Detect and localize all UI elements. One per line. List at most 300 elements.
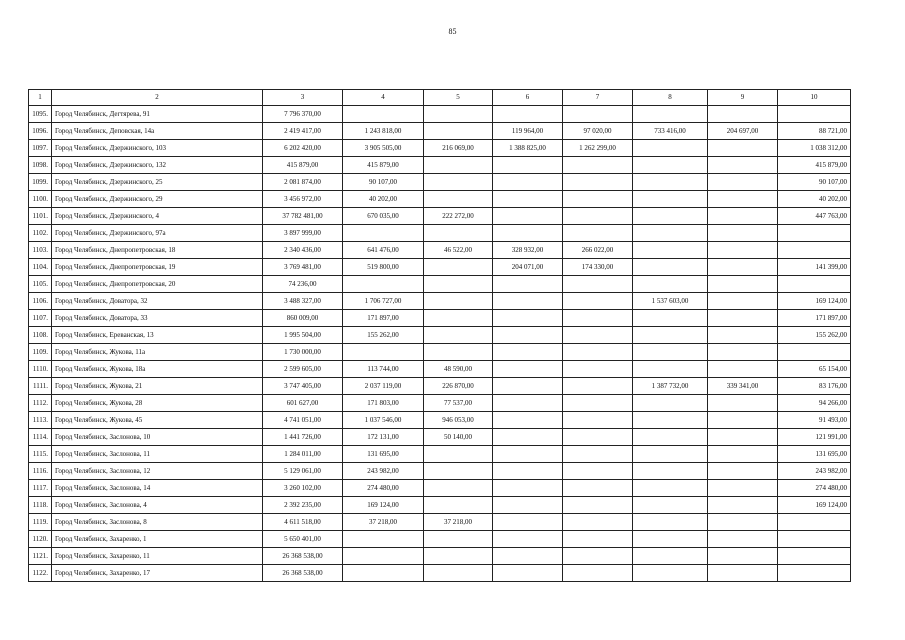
cell-col-6-value bbox=[493, 429, 563, 446]
cell-col-3-value: 2 081 874,00 bbox=[263, 174, 343, 191]
cell-col-4-value bbox=[343, 565, 424, 582]
cell-col-10-value bbox=[778, 514, 851, 531]
cell-col-4-value bbox=[343, 106, 424, 123]
table-row bbox=[29, 514, 851, 531]
column-header-1: 1 bbox=[29, 90, 52, 106]
cell-row-number: 1101. bbox=[29, 208, 52, 225]
cell-col-6-value bbox=[493, 327, 563, 344]
cell-row-number: 1104. bbox=[29, 259, 52, 276]
cell-row-number: 1122. bbox=[29, 565, 52, 582]
table-row bbox=[29, 395, 851, 412]
cell-col-7-value bbox=[563, 293, 633, 310]
cell-col-5-value: 946 053,00 bbox=[424, 412, 493, 429]
cell-col-8-value bbox=[633, 480, 708, 497]
cell-col-6-value bbox=[493, 157, 563, 174]
cell-col-7-value bbox=[563, 531, 633, 548]
cell-col-5-value: 222 272,00 bbox=[424, 208, 493, 225]
table-row bbox=[29, 259, 851, 276]
cell-col-5-value bbox=[424, 446, 493, 463]
cell-col-4-value: 274 480,00 bbox=[343, 480, 424, 497]
table-row bbox=[29, 412, 851, 429]
cell-col-10-value: 155 262,00 bbox=[778, 327, 851, 344]
cell-col-4-value: 155 262,00 bbox=[343, 327, 424, 344]
cell-address: Город Челябинск, Дзержинского, 29 bbox=[52, 191, 263, 208]
cell-col-3-value: 1 995 504,00 bbox=[263, 327, 343, 344]
table-row bbox=[29, 497, 851, 514]
cell-col-3-value: 26 368 538,00 bbox=[263, 565, 343, 582]
cell-col-3-value: 5 129 061,00 bbox=[263, 463, 343, 480]
cell-col-10-value bbox=[778, 548, 851, 565]
cell-row-number: 1114. bbox=[29, 429, 52, 446]
cell-col-6-value bbox=[493, 565, 563, 582]
cell-col-4-value: 113 744,00 bbox=[343, 361, 424, 378]
cell-col-3-value: 3 897 999,00 bbox=[263, 225, 343, 242]
cell-col-8-value bbox=[633, 208, 708, 225]
cell-col-4-value: 641 476,00 bbox=[343, 242, 424, 259]
cell-col-7-value bbox=[563, 225, 633, 242]
cell-col-6-value bbox=[493, 361, 563, 378]
cell-col-9-value: 339 341,00 bbox=[708, 378, 778, 395]
cell-col-4-value: 3 905 505,00 bbox=[343, 140, 424, 157]
table-row bbox=[29, 140, 851, 157]
cell-col-6-value bbox=[493, 293, 563, 310]
cell-row-number: 1115. bbox=[29, 446, 52, 463]
cell-col-7-value bbox=[563, 565, 633, 582]
cell-col-5-value bbox=[424, 157, 493, 174]
cell-col-3-value: 2 419 417,00 bbox=[263, 123, 343, 140]
cell-col-8-value bbox=[633, 446, 708, 463]
cell-address: Город Челябинск, Захаренко, 11 bbox=[52, 548, 263, 565]
cell-col-3-value: 37 782 481,00 bbox=[263, 208, 343, 225]
cell-address: Город Челябинск, Дзержинского, 103 bbox=[52, 140, 263, 157]
cell-col-8-value bbox=[633, 106, 708, 123]
table-row bbox=[29, 157, 851, 174]
cell-col-8-value bbox=[633, 412, 708, 429]
cell-col-5-value: 46 522,00 bbox=[424, 242, 493, 259]
cell-address: Город Челябинск, Днепропетровская, 20 bbox=[52, 276, 263, 293]
cell-col-3-value: 5 650 401,00 bbox=[263, 531, 343, 548]
cell-address: Город Челябинск, Дзержинского, 25 bbox=[52, 174, 263, 191]
cell-col-6-value bbox=[493, 106, 563, 123]
cell-col-7-value bbox=[563, 463, 633, 480]
cell-col-10-value: 141 399,00 bbox=[778, 259, 851, 276]
cell-col-9-value bbox=[708, 293, 778, 310]
cell-col-6-value bbox=[493, 514, 563, 531]
cell-col-5-value bbox=[424, 327, 493, 344]
cell-col-3-value: 2 392 235,00 bbox=[263, 497, 343, 514]
cell-col-6-value bbox=[493, 548, 563, 565]
cell-col-8-value bbox=[633, 514, 708, 531]
cell-col-4-value: 415 879,00 bbox=[343, 157, 424, 174]
cell-col-10-value: 243 982,00 bbox=[778, 463, 851, 480]
cell-col-3-value: 4 611 518,00 bbox=[263, 514, 343, 531]
cell-col-6-value bbox=[493, 395, 563, 412]
cell-row-number: 1095. bbox=[29, 106, 52, 123]
cell-col-4-value: 131 695,00 bbox=[343, 446, 424, 463]
cell-row-number: 1118. bbox=[29, 497, 52, 514]
column-header-2: 2 bbox=[52, 90, 263, 106]
cell-col-7-value bbox=[563, 497, 633, 514]
column-header-8: 8 bbox=[633, 90, 708, 106]
cell-address: Город Челябинск, Жукова, 11а bbox=[52, 344, 263, 361]
cell-col-6-value bbox=[493, 344, 563, 361]
cell-col-3-value: 74 236,00 bbox=[263, 276, 343, 293]
cell-col-7-value bbox=[563, 276, 633, 293]
cell-col-3-value: 3 488 327,00 bbox=[263, 293, 343, 310]
cell-col-4-value: 171 897,00 bbox=[343, 310, 424, 327]
cell-col-4-value bbox=[343, 344, 424, 361]
cell-col-3-value: 4 741 051,00 bbox=[263, 412, 343, 429]
cell-col-5-value bbox=[424, 293, 493, 310]
cell-col-8-value bbox=[633, 531, 708, 548]
cell-col-8-value: 1 387 732,00 bbox=[633, 378, 708, 395]
cell-col-10-value: 169 124,00 bbox=[778, 497, 851, 514]
table-row bbox=[29, 276, 851, 293]
cell-col-9-value bbox=[708, 344, 778, 361]
cell-col-7-value bbox=[563, 361, 633, 378]
cell-col-8-value bbox=[633, 429, 708, 446]
table-row bbox=[29, 123, 851, 140]
cell-col-3-value: 6 202 420,00 bbox=[263, 140, 343, 157]
cell-address: Город Челябинск, Дзержинского, 97а bbox=[52, 225, 263, 242]
cell-col-8-value bbox=[633, 361, 708, 378]
cell-col-10-value: 90 107,00 bbox=[778, 174, 851, 191]
table-row bbox=[29, 463, 851, 480]
cell-address: Город Челябинск, Ереванская, 13 bbox=[52, 327, 263, 344]
cell-col-4-value: 37 218,00 bbox=[343, 514, 424, 531]
cell-col-7-value: 174 330,00 bbox=[563, 259, 633, 276]
cell-col-4-value: 40 202,00 bbox=[343, 191, 424, 208]
cell-col-10-value: 131 695,00 bbox=[778, 446, 851, 463]
column-header-4: 4 bbox=[343, 90, 424, 106]
cell-col-8-value bbox=[633, 259, 708, 276]
cell-address: Город Челябинск, Днепропетровская, 19 bbox=[52, 259, 263, 276]
cell-col-9-value bbox=[708, 446, 778, 463]
cell-col-10-value bbox=[778, 565, 851, 582]
cell-col-3-value: 3 747 405,00 bbox=[263, 378, 343, 395]
cell-col-7-value bbox=[563, 106, 633, 123]
cell-col-9-value bbox=[708, 276, 778, 293]
cell-col-7-value bbox=[563, 327, 633, 344]
cell-row-number: 1107. bbox=[29, 310, 52, 327]
cell-col-8-value bbox=[633, 548, 708, 565]
cell-col-4-value: 172 131,00 bbox=[343, 429, 424, 446]
cell-address: Город Челябинск, Дзержинского, 132 bbox=[52, 157, 263, 174]
cell-col-6-value bbox=[493, 480, 563, 497]
cell-row-number: 1112. bbox=[29, 395, 52, 412]
table-row bbox=[29, 548, 851, 565]
cell-row-number: 1097. bbox=[29, 140, 52, 157]
cell-row-number: 1103. bbox=[29, 242, 52, 259]
cell-col-5-value: 226 870,00 bbox=[424, 378, 493, 395]
cell-col-9-value bbox=[708, 191, 778, 208]
cell-col-10-value: 171 897,00 bbox=[778, 310, 851, 327]
cell-col-5-value bbox=[424, 191, 493, 208]
cell-col-3-value: 2 599 605,00 bbox=[263, 361, 343, 378]
cell-col-8-value bbox=[633, 140, 708, 157]
cell-row-number: 1111. bbox=[29, 378, 52, 395]
cell-col-6-value bbox=[493, 276, 563, 293]
cell-col-3-value: 2 340 436,00 bbox=[263, 242, 343, 259]
cell-col-5-value bbox=[424, 123, 493, 140]
register-table bbox=[28, 89, 851, 582]
cell-col-10-value: 88 721,00 bbox=[778, 123, 851, 140]
cell-col-9-value bbox=[708, 395, 778, 412]
cell-col-5-value bbox=[424, 276, 493, 293]
cell-col-8-value bbox=[633, 463, 708, 480]
cell-col-10-value: 94 266,00 bbox=[778, 395, 851, 412]
cell-row-number: 1113. bbox=[29, 412, 52, 429]
cell-address: Город Челябинск, Днепропетровская, 18 bbox=[52, 242, 263, 259]
cell-col-10-value: 1 038 312,00 bbox=[778, 140, 851, 157]
cell-col-9-value bbox=[708, 259, 778, 276]
cell-address: Город Челябинск, Жукова, 21 bbox=[52, 378, 263, 395]
cell-col-6-value bbox=[493, 412, 563, 429]
cell-col-5-value: 50 140,00 bbox=[424, 429, 493, 446]
cell-row-number: 1102. bbox=[29, 225, 52, 242]
cell-row-number: 1120. bbox=[29, 531, 52, 548]
column-header-10: 10 bbox=[778, 90, 851, 106]
table-row bbox=[29, 310, 851, 327]
cell-col-6-value bbox=[493, 174, 563, 191]
table-row bbox=[29, 565, 851, 582]
table-row bbox=[29, 293, 851, 310]
cell-col-3-value: 415 879,00 bbox=[263, 157, 343, 174]
cell-col-5-value bbox=[424, 174, 493, 191]
cell-col-10-value: 65 154,00 bbox=[778, 361, 851, 378]
cell-col-4-value: 243 982,00 bbox=[343, 463, 424, 480]
column-header-6: 6 bbox=[493, 90, 563, 106]
cell-col-6-value bbox=[493, 208, 563, 225]
column-header-9: 9 bbox=[708, 90, 778, 106]
cell-col-8-value bbox=[633, 565, 708, 582]
cell-col-6-value bbox=[493, 497, 563, 514]
column-header-7: 7 bbox=[563, 90, 633, 106]
table-row bbox=[29, 429, 851, 446]
cell-address: Город Челябинск, Доватора, 33 bbox=[52, 310, 263, 327]
cell-col-5-value bbox=[424, 480, 493, 497]
cell-col-9-value bbox=[708, 463, 778, 480]
cell-col-7-value bbox=[563, 395, 633, 412]
cell-row-number: 1106. bbox=[29, 293, 52, 310]
table-row bbox=[29, 344, 851, 361]
cell-col-9-value bbox=[708, 514, 778, 531]
cell-row-number: 1096. bbox=[29, 123, 52, 140]
cell-col-10-value: 83 176,00 bbox=[778, 378, 851, 395]
cell-col-9-value bbox=[708, 106, 778, 123]
cell-col-4-value: 169 124,00 bbox=[343, 497, 424, 514]
cell-col-6-value bbox=[493, 310, 563, 327]
table-row bbox=[29, 480, 851, 497]
cell-col-4-value: 519 800,00 bbox=[343, 259, 424, 276]
cell-col-8-value bbox=[633, 242, 708, 259]
cell-row-number: 1116. bbox=[29, 463, 52, 480]
cell-col-7-value bbox=[563, 548, 633, 565]
cell-col-4-value bbox=[343, 548, 424, 565]
cell-col-8-value bbox=[633, 157, 708, 174]
cell-col-10-value bbox=[778, 242, 851, 259]
cell-col-10-value bbox=[778, 344, 851, 361]
cell-col-7-value bbox=[563, 446, 633, 463]
cell-col-6-value bbox=[493, 225, 563, 242]
cell-col-7-value bbox=[563, 208, 633, 225]
cell-col-9-value bbox=[708, 140, 778, 157]
cell-address: Город Челябинск, Жукова, 28 bbox=[52, 395, 263, 412]
cell-col-7-value: 97 020,00 bbox=[563, 123, 633, 140]
cell-col-7-value bbox=[563, 480, 633, 497]
table-row bbox=[29, 208, 851, 225]
cell-row-number: 1099. bbox=[29, 174, 52, 191]
table-row bbox=[29, 446, 851, 463]
cell-address: Город Челябинск, Заслонова, 10 bbox=[52, 429, 263, 446]
cell-col-10-value bbox=[778, 225, 851, 242]
cell-col-9-value bbox=[708, 310, 778, 327]
cell-col-7-value bbox=[563, 344, 633, 361]
cell-address: Город Челябинск, Доватора, 32 bbox=[52, 293, 263, 310]
cell-col-3-value: 601 627,00 bbox=[263, 395, 343, 412]
cell-col-5-value: 216 069,00 bbox=[424, 140, 493, 157]
cell-col-4-value: 90 107,00 bbox=[343, 174, 424, 191]
cell-address: Город Челябинск, Заслонова, 4 bbox=[52, 497, 263, 514]
cell-col-4-value: 2 037 119,00 bbox=[343, 378, 424, 395]
cell-col-7-value: 266 022,00 bbox=[563, 242, 633, 259]
table-row bbox=[29, 242, 851, 259]
cell-row-number: 1105. bbox=[29, 276, 52, 293]
cell-col-7-value: 1 262 299,00 bbox=[563, 140, 633, 157]
cell-col-3-value: 26 368 538,00 bbox=[263, 548, 343, 565]
cell-col-8-value: 733 416,00 bbox=[633, 123, 708, 140]
cell-col-6-value: 119 964,00 bbox=[493, 123, 563, 140]
cell-row-number: 1119. bbox=[29, 514, 52, 531]
cell-address: Город Челябинск, Заслонова, 12 bbox=[52, 463, 263, 480]
cell-col-6-value bbox=[493, 446, 563, 463]
cell-col-9-value bbox=[708, 429, 778, 446]
cell-col-10-value bbox=[778, 531, 851, 548]
cell-col-8-value bbox=[633, 327, 708, 344]
cell-col-7-value bbox=[563, 429, 633, 446]
cell-col-3-value: 3 260 102,00 bbox=[263, 480, 343, 497]
cell-col-9-value bbox=[708, 174, 778, 191]
cell-col-3-value: 1 284 011,00 bbox=[263, 446, 343, 463]
column-header-3: 3 bbox=[263, 90, 343, 106]
table-row bbox=[29, 174, 851, 191]
cell-row-number: 1109. bbox=[29, 344, 52, 361]
cell-row-number: 1100. bbox=[29, 191, 52, 208]
cell-col-5-value bbox=[424, 225, 493, 242]
cell-col-9-value bbox=[708, 242, 778, 259]
cell-col-8-value bbox=[633, 191, 708, 208]
cell-col-5-value: 48 590,00 bbox=[424, 361, 493, 378]
cell-col-8-value bbox=[633, 225, 708, 242]
cell-col-5-value bbox=[424, 310, 493, 327]
cell-col-4-value: 1 243 818,00 bbox=[343, 123, 424, 140]
cell-row-number: 1108. bbox=[29, 327, 52, 344]
cell-col-7-value bbox=[563, 514, 633, 531]
cell-address: Город Челябинск, Захаренко, 17 bbox=[52, 565, 263, 582]
cell-col-6-value bbox=[493, 191, 563, 208]
cell-col-9-value bbox=[708, 548, 778, 565]
table-header-row bbox=[29, 90, 851, 106]
column-header-5: 5 bbox=[424, 90, 493, 106]
cell-col-9-value bbox=[708, 497, 778, 514]
cell-col-8-value bbox=[633, 310, 708, 327]
cell-col-4-value: 670 035,00 bbox=[343, 208, 424, 225]
cell-col-3-value: 7 796 370,00 bbox=[263, 106, 343, 123]
cell-col-6-value: 204 071,00 bbox=[493, 259, 563, 276]
cell-col-5-value bbox=[424, 548, 493, 565]
cell-col-9-value: 204 697,00 bbox=[708, 123, 778, 140]
cell-col-7-value bbox=[563, 412, 633, 429]
cell-col-9-value bbox=[708, 565, 778, 582]
cell-col-5-value bbox=[424, 463, 493, 480]
cell-col-3-value: 860 009,00 bbox=[263, 310, 343, 327]
cell-col-5-value: 77 537,00 bbox=[424, 395, 493, 412]
table-row bbox=[29, 361, 851, 378]
cell-col-9-value bbox=[708, 531, 778, 548]
cell-col-5-value bbox=[424, 531, 493, 548]
cell-row-number: 1121. bbox=[29, 548, 52, 565]
cell-col-9-value bbox=[708, 361, 778, 378]
cell-address: Город Челябинск, Захаренко, 1 bbox=[52, 531, 263, 548]
cell-col-9-value bbox=[708, 208, 778, 225]
cell-col-3-value: 1 441 726,00 bbox=[263, 429, 343, 446]
cell-col-9-value bbox=[708, 157, 778, 174]
cell-col-7-value bbox=[563, 157, 633, 174]
cell-col-8-value bbox=[633, 395, 708, 412]
cell-col-5-value bbox=[424, 106, 493, 123]
cell-col-4-value: 1 037 546,00 bbox=[343, 412, 424, 429]
cell-col-5-value: 37 218,00 bbox=[424, 514, 493, 531]
table-row bbox=[29, 191, 851, 208]
page-number: 85 bbox=[448, 27, 457, 36]
cell-col-4-value bbox=[343, 276, 424, 293]
cell-col-7-value bbox=[563, 310, 633, 327]
cell-col-8-value bbox=[633, 497, 708, 514]
cell-col-8-value bbox=[633, 344, 708, 361]
cell-col-10-value: 40 202,00 bbox=[778, 191, 851, 208]
cell-address: Город Челябинск, Жукова, 18а bbox=[52, 361, 263, 378]
cell-col-5-value bbox=[424, 565, 493, 582]
cell-col-9-value bbox=[708, 225, 778, 242]
cell-col-10-value bbox=[778, 106, 851, 123]
cell-col-5-value bbox=[424, 344, 493, 361]
cell-col-6-value: 328 932,00 bbox=[493, 242, 563, 259]
cell-col-8-value bbox=[633, 174, 708, 191]
cell-col-10-value: 169 124,00 bbox=[778, 293, 851, 310]
cell-address: Город Челябинск, Заслонова, 8 bbox=[52, 514, 263, 531]
cell-col-8-value bbox=[633, 276, 708, 293]
cell-col-10-value: 121 991,00 bbox=[778, 429, 851, 446]
cell-col-7-value bbox=[563, 174, 633, 191]
cell-col-9-value bbox=[708, 412, 778, 429]
cell-address: Город Челябинск, Заслонова, 14 bbox=[52, 480, 263, 497]
cell-row-number: 1110. bbox=[29, 361, 52, 378]
cell-col-3-value: 3 769 481,00 bbox=[263, 259, 343, 276]
cell-address: Город Челябинск, Жукова, 45 bbox=[52, 412, 263, 429]
table-row bbox=[29, 225, 851, 242]
table-row bbox=[29, 327, 851, 344]
cell-address: Город Челябинск, Деповская, 14а bbox=[52, 123, 263, 140]
cell-address: Город Челябинск, Дзержинского, 4 bbox=[52, 208, 263, 225]
cell-address: Город Челябинск, Дегтярева, 91 bbox=[52, 106, 263, 123]
cell-col-6-value bbox=[493, 463, 563, 480]
cell-col-9-value bbox=[708, 480, 778, 497]
cell-col-7-value bbox=[563, 191, 633, 208]
table-body bbox=[29, 106, 851, 582]
cell-col-6-value bbox=[493, 531, 563, 548]
cell-row-number: 1117. bbox=[29, 480, 52, 497]
cell-col-10-value: 415 879,00 bbox=[778, 157, 851, 174]
